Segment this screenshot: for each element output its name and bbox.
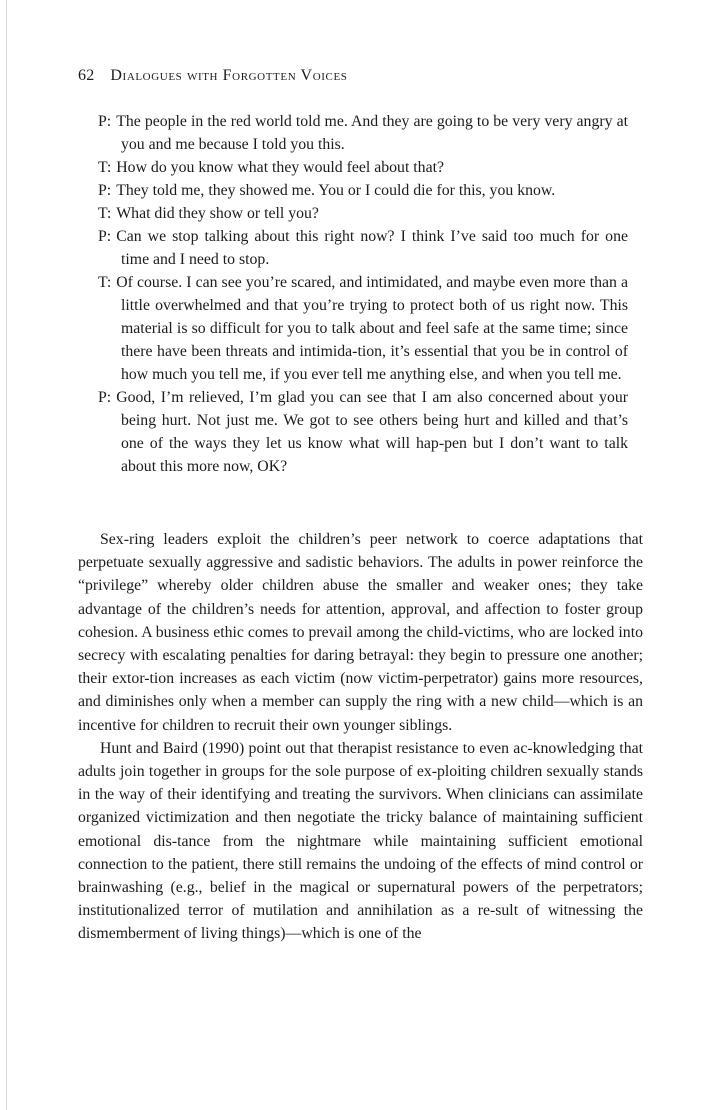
dialogue-turn [98,202,628,225]
dialogue-text: The people in the red world told me. And they are going to be very very angry at you and me because I told you this. [116,113,628,153]
dialogue-text: Good, I’m relieved, I’m glad you can see that I am also concerned about your being hurt. Not just me. We got to see others being hurt and killed and that’s one of the ways they let us know what will hap-pen but I don’t want to talk about this more now, OK? [116,389,628,475]
running-title: Dialogues with Forgotten Voices [110,67,348,84]
dialogue-text: They told me, they showed me. You or I could die for this, you know. [116,182,556,199]
speaker-label: P: [98,389,112,406]
body-paragraph: Hunt and Baird (1990) point out that therapist resistance to even ac-knowledging that adults join together in groups for the sole purpose of ex-ploiting children sexually stands in the way of their identifying and treating the survivors. When clinicians can assimilate organized victimization and then negotiate the tricky balance of maintaining sufficient emotional dis-tance from the nightmare while maintaining sufficient emotional connection to the patient, there still remains the undoing of the effects of mind control or brainwashing (e.g., belief in the magical or supernatural powers of the perpetrators; institutionalized terror of mutilation and annihilation as a re-sult of witnessing the dismemberment of living things)—which is one of the [78,739,643,943]
dialogue-transcript [98,110,628,478]
running-head [78,66,347,86]
dialogue-text: Can we stop talking about this right now? I think I’ve said too much for one time and I need to stop. [116,228,628,268]
dialogue-text: Of course. I can see you’re scared, and intimidated, and maybe even more than a little overwhelmed and that you’re trying to protect both of us right now. This material is so difficult for you to talk about and feel safe at the same time; since there have been threats and intimida-tion, it’s essential that you be in control of how much you tell me, if you ever tell me anything else, and when you tell me. [116,274,628,383]
dialogue-text: What did they show or tell you? [116,205,319,222]
speaker-label: P: [98,228,112,245]
body-paragraph: Sex-ring leaders exploit the children’s peer network to coerce adaptations that perpetuate sexually aggressive and sadistic behaviors. The adults in power reinforce the “privilege” whereby older children abuse the smaller and weaker ones; they take advantage of the children’s needs for attention, approval, and affection to foster group cohesion. A business ethic comes to prevail among the child-victims, who are locked into secrecy with escalating penalties for daring betrayal: they begin to pressure one another; their extor-tion increases as each victim (now victim-perpetrator) gains more resources, and diminishes only when a member can supply the ring with a new child—which is an incentive for children to recruit their own younger siblings. [78,531,643,734]
speaker-label: T: [98,205,112,222]
dialogue-turn [98,179,628,202]
body-text [78,528,643,946]
dialogue-turn [98,110,628,156]
dialogue-text: How do you know what they would feel about that? [116,159,444,176]
dialogue-turn [98,386,628,478]
page-edge-line [6,0,7,1110]
dialogue-turn [98,156,628,179]
dialogue-turn [98,271,628,386]
speaker-label: P: [98,113,112,130]
speaker-label: T: [98,274,112,291]
speaker-label: T: [98,159,112,176]
page-number: 62 [78,67,95,84]
dialogue-turn [98,225,628,271]
speaker-label: P: [98,182,112,199]
